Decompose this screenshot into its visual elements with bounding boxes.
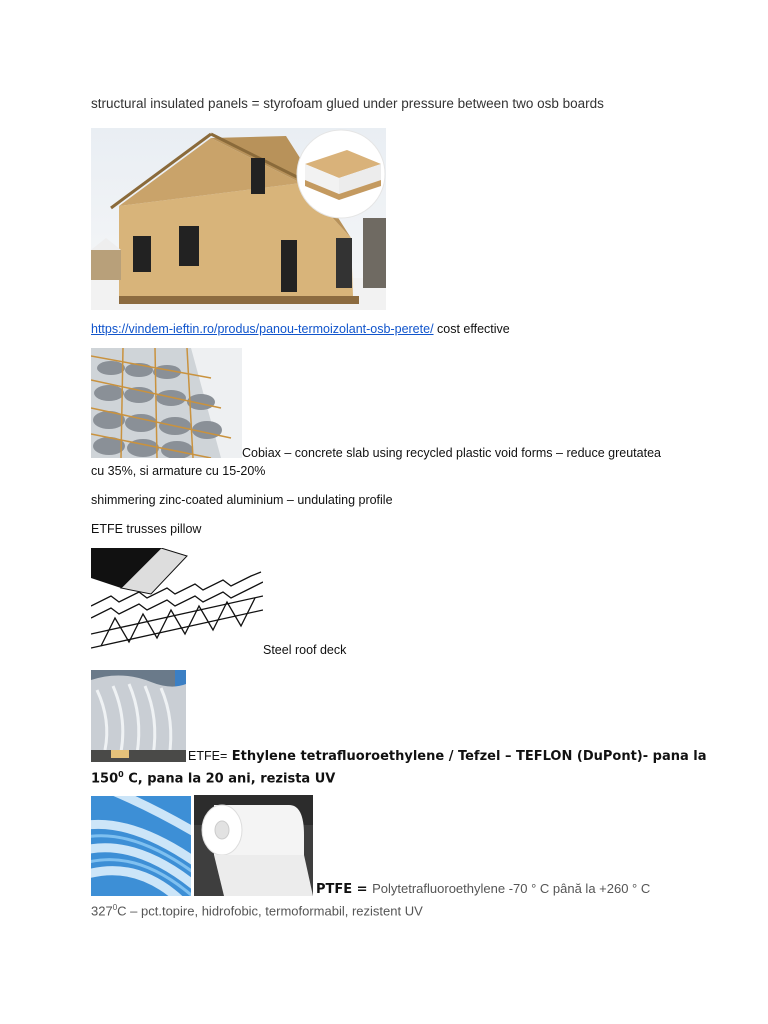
sip-house-photo (91, 128, 386, 310)
etfe-degree-sup: 0 (118, 770, 124, 779)
steel-roof-deck-caption: Steel roof deck (263, 643, 347, 657)
etfe-definition: Ethylene tetrafluoroethylene / Tefzel – TEFLON (DuPont)- pana la (227, 749, 707, 764)
etfe-temp-rest: C, pana la 20 ani, rezista UV (123, 771, 336, 787)
etfe-temp-value: 150 (91, 771, 119, 787)
sip-link-line (91, 320, 510, 338)
etfe-line-1 (188, 747, 707, 766)
steel-roof-deck-drawing (91, 548, 263, 656)
ptfe-label: PTFE = (316, 882, 373, 897)
ptfe-line-2 (91, 899, 423, 920)
etfe-line-2 (91, 766, 335, 788)
cobiax-line-2: cu 35%, si armature cu 15-20% (91, 464, 266, 478)
cobiax-photo (91, 348, 242, 458)
cobiax-line-1: Cobiax – concrete slab using recycled plastic void forms – reduce greutatea (242, 446, 661, 460)
etfe-trusses-line: ETFE trusses pillow (91, 522, 202, 536)
sip-link-suffix: cost effective (433, 322, 510, 336)
ptfe-melt-value: 327 (91, 903, 113, 919)
etfe-facade-photo (91, 670, 186, 762)
zinc-aluminium-line: shimmering zinc-coated aluminium – undulating profile (91, 493, 393, 507)
heading-sip: structural insulated panels = styrofoam glued under pressure between two osb boards (91, 96, 604, 111)
ptfe-description: Polytetrafluoroethylene -70 ° C până la +260 ° C (372, 881, 651, 896)
sip-product-link[interactable]: https://vindem-ieftin.ro/produs/panou-termoizolant-osb-perete/ (91, 322, 434, 336)
ptfe-line-1 (316, 880, 650, 899)
etfe-prefix: ETFE= (188, 749, 228, 763)
ptfe-properties: C – pct.topire, hidrofobic, termoformabil, rezistent UV (117, 903, 423, 919)
ptfe-roll-photo (194, 795, 313, 896)
ptfe-degree-sup: 0 (112, 903, 118, 912)
ptfe-tubes-photo (91, 796, 191, 896)
